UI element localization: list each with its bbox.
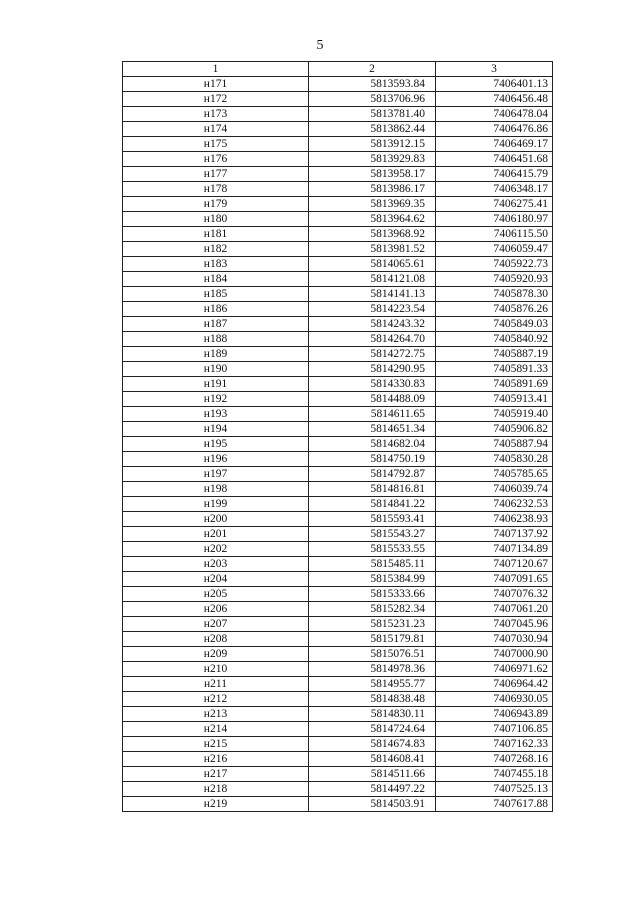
- table-body: [123, 77, 553, 812]
- cell-x-coordinate: 5815384.99: [309, 572, 436, 587]
- cell-y-coordinate: 7406469.17: [436, 137, 553, 152]
- table-row: [123, 752, 553, 767]
- cell-y-coordinate: 7405830.28: [436, 452, 553, 467]
- cell-y-coordinate: 7406478.04: [436, 107, 553, 122]
- cell-y-coordinate: 7406238.93: [436, 512, 553, 527]
- cell-point-id: н194: [123, 422, 309, 437]
- cell-y-coordinate: 7407045.96: [436, 617, 553, 632]
- cell-point-id: н207: [123, 617, 309, 632]
- cell-point-id: н198: [123, 482, 309, 497]
- table-row: [123, 197, 553, 212]
- column-header-point: 1: [123, 62, 309, 77]
- table-row: [123, 572, 553, 587]
- table-row: [123, 182, 553, 197]
- cell-y-coordinate: 7407268.16: [436, 752, 553, 767]
- cell-y-coordinate: 7406930.05: [436, 692, 553, 707]
- column-header-y: 3: [436, 62, 553, 77]
- table-row: [123, 92, 553, 107]
- cell-x-coordinate: 5814978.36: [309, 662, 436, 677]
- cell-x-coordinate: 5813986.17: [309, 182, 436, 197]
- cell-point-id: н187: [123, 317, 309, 332]
- table-row: [123, 602, 553, 617]
- cell-x-coordinate: 5815179.81: [309, 632, 436, 647]
- cell-x-coordinate: 5813968.92: [309, 227, 436, 242]
- cell-x-coordinate: 5814330.83: [309, 377, 436, 392]
- cell-x-coordinate: 5813781.40: [309, 107, 436, 122]
- cell-point-id: н213: [123, 707, 309, 722]
- table-row: [123, 692, 553, 707]
- table-header-row: [123, 62, 553, 77]
- cell-x-coordinate: 5814488.09: [309, 392, 436, 407]
- cell-y-coordinate: 7405887.19: [436, 347, 553, 362]
- cell-y-coordinate: 7406964.42: [436, 677, 553, 692]
- cell-x-coordinate: 5815333.66: [309, 587, 436, 602]
- table-row: [123, 407, 553, 422]
- cell-x-coordinate: 5814511.66: [309, 767, 436, 782]
- cell-y-coordinate: 7406415.79: [436, 167, 553, 182]
- cell-y-coordinate: 7406943.89: [436, 707, 553, 722]
- cell-point-id: н199: [123, 497, 309, 512]
- cell-x-coordinate: 5813929.83: [309, 152, 436, 167]
- cell-point-id: н184: [123, 272, 309, 287]
- cell-point-id: н175: [123, 137, 309, 152]
- table-row: [123, 122, 553, 137]
- cell-point-id: н219: [123, 797, 309, 812]
- cell-x-coordinate: 5815593.41: [309, 512, 436, 527]
- cell-point-id: н179: [123, 197, 309, 212]
- cell-y-coordinate: 7405891.69: [436, 377, 553, 392]
- table-row: [123, 347, 553, 362]
- table-row: [123, 722, 553, 737]
- cell-y-coordinate: 7407106.85: [436, 722, 553, 737]
- cell-y-coordinate: 7406348.17: [436, 182, 553, 197]
- cell-point-id: н188: [123, 332, 309, 347]
- cell-point-id: н173: [123, 107, 309, 122]
- column-header-x: 2: [309, 62, 436, 77]
- cell-x-coordinate: 5815282.34: [309, 602, 436, 617]
- cell-point-id: н214: [123, 722, 309, 737]
- table-row: [123, 557, 553, 572]
- cell-x-coordinate: 5814750.19: [309, 452, 436, 467]
- cell-point-id: н186: [123, 302, 309, 317]
- cell-point-id: н206: [123, 602, 309, 617]
- table-row: [123, 497, 553, 512]
- cell-x-coordinate: 5813981.52: [309, 242, 436, 257]
- cell-point-id: н172: [123, 92, 309, 107]
- cell-x-coordinate: 5814838.48: [309, 692, 436, 707]
- cell-point-id: н183: [123, 257, 309, 272]
- cell-point-id: н185: [123, 287, 309, 302]
- cell-x-coordinate: 5814243.32: [309, 317, 436, 332]
- table-row: [123, 107, 553, 122]
- table-row: [123, 737, 553, 752]
- table-row: [123, 677, 553, 692]
- cell-point-id: н178: [123, 182, 309, 197]
- table-row: [123, 377, 553, 392]
- table-row: [123, 77, 553, 92]
- table-row: [123, 617, 553, 632]
- table-row: [123, 467, 553, 482]
- cell-x-coordinate: 5814682.04: [309, 437, 436, 452]
- cell-y-coordinate: 7407000.90: [436, 647, 553, 662]
- cell-point-id: н171: [123, 77, 309, 92]
- cell-y-coordinate: 7406401.13: [436, 77, 553, 92]
- cell-point-id: н218: [123, 782, 309, 797]
- table-row: [123, 302, 553, 317]
- cell-point-id: н204: [123, 572, 309, 587]
- cell-y-coordinate: 7406275.41: [436, 197, 553, 212]
- table-row: [123, 707, 553, 722]
- cell-x-coordinate: 5815543.27: [309, 527, 436, 542]
- cell-x-coordinate: 5815485.11: [309, 557, 436, 572]
- cell-y-coordinate: 7407076.32: [436, 587, 553, 602]
- cell-y-coordinate: 7406476.86: [436, 122, 553, 137]
- table-row: [123, 632, 553, 647]
- cell-point-id: н210: [123, 662, 309, 677]
- cell-x-coordinate: 5815231.23: [309, 617, 436, 632]
- coordinates-table: [122, 61, 553, 812]
- table-row: [123, 542, 553, 557]
- cell-y-coordinate: 7407134.89: [436, 542, 553, 557]
- cell-y-coordinate: 7405922.73: [436, 257, 553, 272]
- cell-y-coordinate: 7405876.26: [436, 302, 553, 317]
- cell-point-id: н193: [123, 407, 309, 422]
- cell-y-coordinate: 7406971.62: [436, 662, 553, 677]
- table-row: [123, 527, 553, 542]
- cell-point-id: н192: [123, 392, 309, 407]
- cell-point-id: н182: [123, 242, 309, 257]
- cell-y-coordinate: 7405913.41: [436, 392, 553, 407]
- cell-x-coordinate: 5814611.65: [309, 407, 436, 422]
- cell-y-coordinate: 7405849.03: [436, 317, 553, 332]
- cell-y-coordinate: 7406451.68: [436, 152, 553, 167]
- table-row: [123, 437, 553, 452]
- cell-x-coordinate: 5814608.41: [309, 752, 436, 767]
- cell-point-id: н174: [123, 122, 309, 137]
- table-row: [123, 212, 553, 227]
- cell-x-coordinate: 5815533.55: [309, 542, 436, 557]
- cell-y-coordinate: 7406059.47: [436, 242, 553, 257]
- cell-point-id: н195: [123, 437, 309, 452]
- table-row: [123, 317, 553, 332]
- cell-point-id: н212: [123, 692, 309, 707]
- cell-x-coordinate: 5814955.77: [309, 677, 436, 692]
- cell-point-id: н205: [123, 587, 309, 602]
- cell-point-id: н181: [123, 227, 309, 242]
- cell-y-coordinate: 7407030.94: [436, 632, 553, 647]
- cell-x-coordinate: 5814792.87: [309, 467, 436, 482]
- cell-y-coordinate: 7407525.13: [436, 782, 553, 797]
- cell-x-coordinate: 5813593.84: [309, 77, 436, 92]
- cell-point-id: н196: [123, 452, 309, 467]
- cell-x-coordinate: 5815076.51: [309, 647, 436, 662]
- cell-point-id: н177: [123, 167, 309, 182]
- cell-point-id: н217: [123, 767, 309, 782]
- table-row: [123, 287, 553, 302]
- table-row: [123, 662, 553, 677]
- cell-x-coordinate: 5814264.70: [309, 332, 436, 347]
- cell-y-coordinate: 7406115.50: [436, 227, 553, 242]
- cell-y-coordinate: 7407061.20: [436, 602, 553, 617]
- cell-point-id: н189: [123, 347, 309, 362]
- cell-point-id: н201: [123, 527, 309, 542]
- cell-y-coordinate: 7407137.92: [436, 527, 553, 542]
- cell-point-id: н180: [123, 212, 309, 227]
- table-row: [123, 167, 553, 182]
- cell-point-id: н203: [123, 557, 309, 572]
- table-row: [123, 242, 553, 257]
- page-number: 5: [316, 38, 324, 53]
- table-row: [123, 272, 553, 287]
- cell-y-coordinate: 7405785.65: [436, 467, 553, 482]
- cell-x-coordinate: 5814121.08: [309, 272, 436, 287]
- cell-y-coordinate: 7406039.74: [436, 482, 553, 497]
- cell-y-coordinate: 7405887.94: [436, 437, 553, 452]
- cell-x-coordinate: 5814674.83: [309, 737, 436, 752]
- table-row: [123, 257, 553, 272]
- cell-y-coordinate: 7407120.67: [436, 557, 553, 572]
- table-row: [123, 452, 553, 467]
- cell-x-coordinate: 5814503.91: [309, 797, 436, 812]
- cell-point-id: н208: [123, 632, 309, 647]
- cell-x-coordinate: 5813958.17: [309, 167, 436, 182]
- table-row: [123, 797, 553, 812]
- cell-point-id: н216: [123, 752, 309, 767]
- cell-y-coordinate: 7405840.92: [436, 332, 553, 347]
- cell-x-coordinate: 5814141.13: [309, 287, 436, 302]
- table-row: [123, 587, 553, 602]
- cell-point-id: н197: [123, 467, 309, 482]
- table-row: [123, 647, 553, 662]
- table-row: [123, 392, 553, 407]
- cell-x-coordinate: 5814830.11: [309, 707, 436, 722]
- cell-y-coordinate: 7405878.30: [436, 287, 553, 302]
- cell-point-id: н176: [123, 152, 309, 167]
- table-row: [123, 332, 553, 347]
- table-row: [123, 767, 553, 782]
- cell-y-coordinate: 7405919.40: [436, 407, 553, 422]
- cell-x-coordinate: 5814816.81: [309, 482, 436, 497]
- cell-y-coordinate: 7405891.33: [436, 362, 553, 377]
- table-row: [123, 482, 553, 497]
- table-row: [123, 512, 553, 527]
- cell-y-coordinate: 7407617.88: [436, 797, 553, 812]
- cell-x-coordinate: 5814290.95: [309, 362, 436, 377]
- cell-x-coordinate: 5814272.75: [309, 347, 436, 362]
- cell-x-coordinate: 5814651.34: [309, 422, 436, 437]
- cell-x-coordinate: 5814065.61: [309, 257, 436, 272]
- cell-y-coordinate: 7406232.53: [436, 497, 553, 512]
- cell-x-coordinate: 5814223.54: [309, 302, 436, 317]
- cell-x-coordinate: 5813964.62: [309, 212, 436, 227]
- cell-point-id: н200: [123, 512, 309, 527]
- cell-y-coordinate: 7405920.93: [436, 272, 553, 287]
- cell-y-coordinate: 7407091.65: [436, 572, 553, 587]
- table-row: [123, 227, 553, 242]
- cell-y-coordinate: 7407455.18: [436, 767, 553, 782]
- cell-y-coordinate: 7406180.97: [436, 212, 553, 227]
- cell-x-coordinate: 5814497.22: [309, 782, 436, 797]
- cell-point-id: н211: [123, 677, 309, 692]
- cell-y-coordinate: 7405906.82: [436, 422, 553, 437]
- cell-point-id: н215: [123, 737, 309, 752]
- cell-point-id: н190: [123, 362, 309, 377]
- cell-x-coordinate: 5814724.64: [309, 722, 436, 737]
- table-row: [123, 782, 553, 797]
- cell-x-coordinate: 5814841.22: [309, 497, 436, 512]
- cell-x-coordinate: 5813912.15: [309, 137, 436, 152]
- cell-y-coordinate: 7406456.48: [436, 92, 553, 107]
- cell-x-coordinate: 5813706.96: [309, 92, 436, 107]
- cell-point-id: н191: [123, 377, 309, 392]
- cell-y-coordinate: 7407162.33: [436, 737, 553, 752]
- cell-point-id: н209: [123, 647, 309, 662]
- cell-point-id: н202: [123, 542, 309, 557]
- table-row: [123, 362, 553, 377]
- cell-x-coordinate: 5813862.44: [309, 122, 436, 137]
- table-row: [123, 152, 553, 167]
- table-row: [123, 137, 553, 152]
- cell-x-coordinate: 5813969.35: [309, 197, 436, 212]
- table-row: [123, 422, 553, 437]
